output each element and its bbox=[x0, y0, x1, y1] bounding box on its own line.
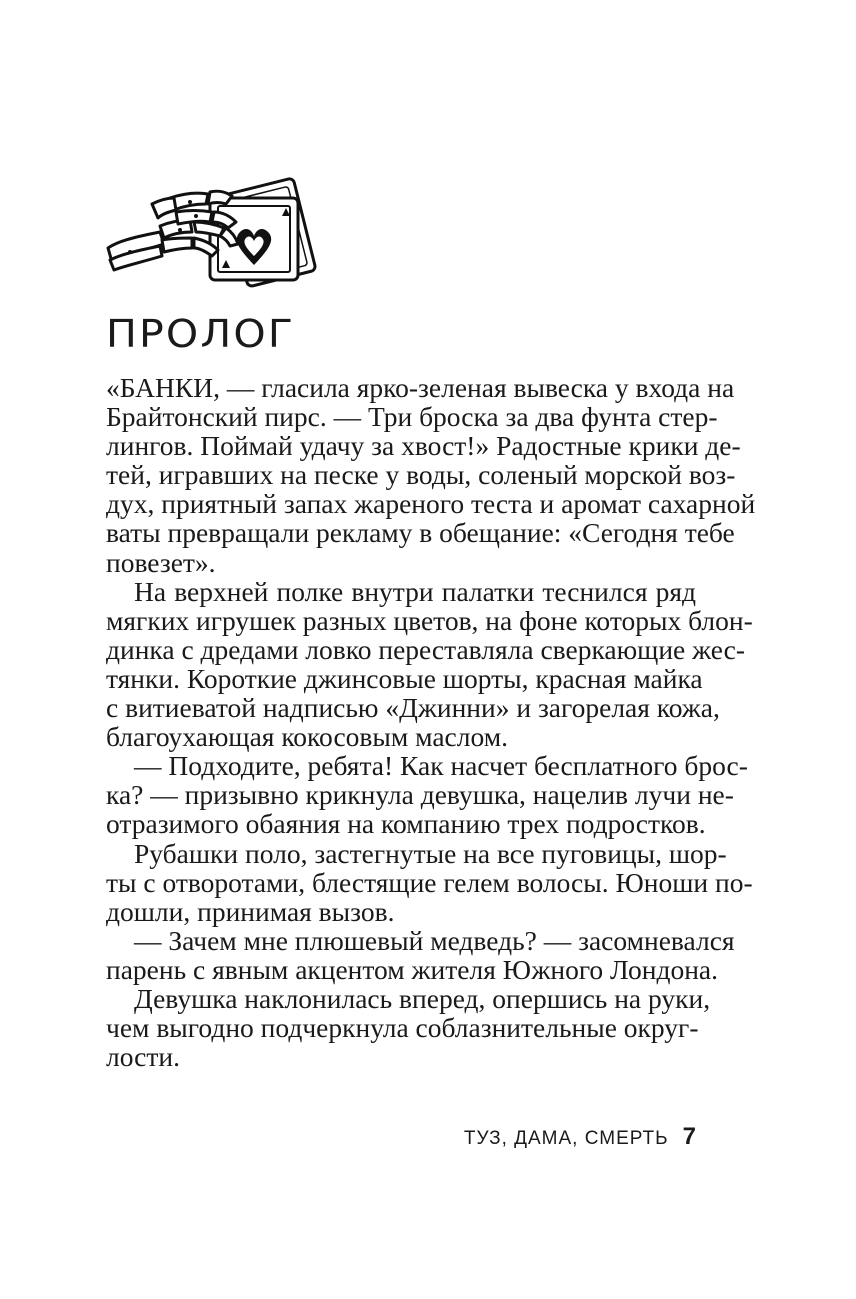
text-line: с витиеватой надписью «Джинни» и загорелая кожа, bbox=[106, 692, 720, 724]
skeleton-hand-cards-illustration bbox=[100, 170, 320, 290]
text-line: ты с отворотами, блестящие гелем волосы. Юноши по- bbox=[106, 866, 753, 898]
text-line: «БАНКИ, — гласила ярко-зеленая вывеска у входа на bbox=[106, 372, 735, 403]
text-line: лингов. Поймай удачу за хвост!» Радостные крики де- bbox=[106, 430, 741, 462]
page-footer bbox=[430, 1123, 696, 1151]
chapter-body bbox=[106, 372, 756, 1073]
text-line: чем выгодно подчеркнула соблазнительные округ- bbox=[106, 1012, 699, 1044]
text-line: Девушка наклонилась вперед, опершись на руки, bbox=[134, 982, 711, 1014]
text-line: — Подходите, ребята! Как насчет бесплатного брос- bbox=[134, 750, 748, 782]
page-number: 7 bbox=[682, 1123, 696, 1150]
text-line: тянки. Короткие джинсовые шорты, красная майка bbox=[106, 662, 703, 694]
text-line: парень с явным акцентом жителя Южного Лондона. bbox=[106, 953, 719, 985]
text-line: повезет». bbox=[106, 546, 216, 578]
paragraph bbox=[106, 837, 753, 927]
paragraph bbox=[106, 924, 735, 985]
text-line: ка? — призывно крикнула девушка, нацелив лучи не- bbox=[106, 779, 734, 811]
text-line: На верхней полке внутри палатки теснился ряд bbox=[134, 575, 696, 607]
text-line: лости. bbox=[106, 1041, 180, 1073]
running-title: ТУЗ, ДАМА, СМЕРТЬ bbox=[463, 1128, 669, 1149]
text-line: Брайтонский пирс. — Три броска за два фунта стер- bbox=[106, 401, 718, 433]
skeleton-hand-cards-icon bbox=[100, 170, 320, 290]
text-line: — Зачем мне плюшевый медведь? — засомневался bbox=[134, 924, 735, 956]
paragraph bbox=[106, 575, 753, 753]
text-line: благоухающая кокосовым маслом. bbox=[106, 721, 508, 753]
paragraph bbox=[106, 982, 711, 1073]
paragraph bbox=[106, 372, 756, 578]
text-line: динка с дредами ловко переставляла сверкающие жес- bbox=[106, 633, 746, 665]
text-line: Рубашки поло, застегнутые на все пуговицы, шор- bbox=[134, 837, 727, 869]
text-line: тей, игравших на песке у воды, соленый морской воз- bbox=[106, 459, 736, 491]
text-line: дошли, принимая вызов. bbox=[106, 895, 395, 927]
paragraph bbox=[106, 750, 748, 840]
text-line: дух, приятный запах жареного теста и аромат сахарной bbox=[106, 488, 756, 520]
text-line: отразимого обаяния на компанию трех подростков. bbox=[106, 808, 706, 840]
chapter-title: ПРОЛОГ bbox=[106, 312, 296, 356]
text-line: мягких игрушек разных цветов, на фоне которых блон- bbox=[106, 604, 753, 636]
text-line: ваты превращали рекламу в обещание: «Сегодня тебе bbox=[106, 517, 735, 549]
